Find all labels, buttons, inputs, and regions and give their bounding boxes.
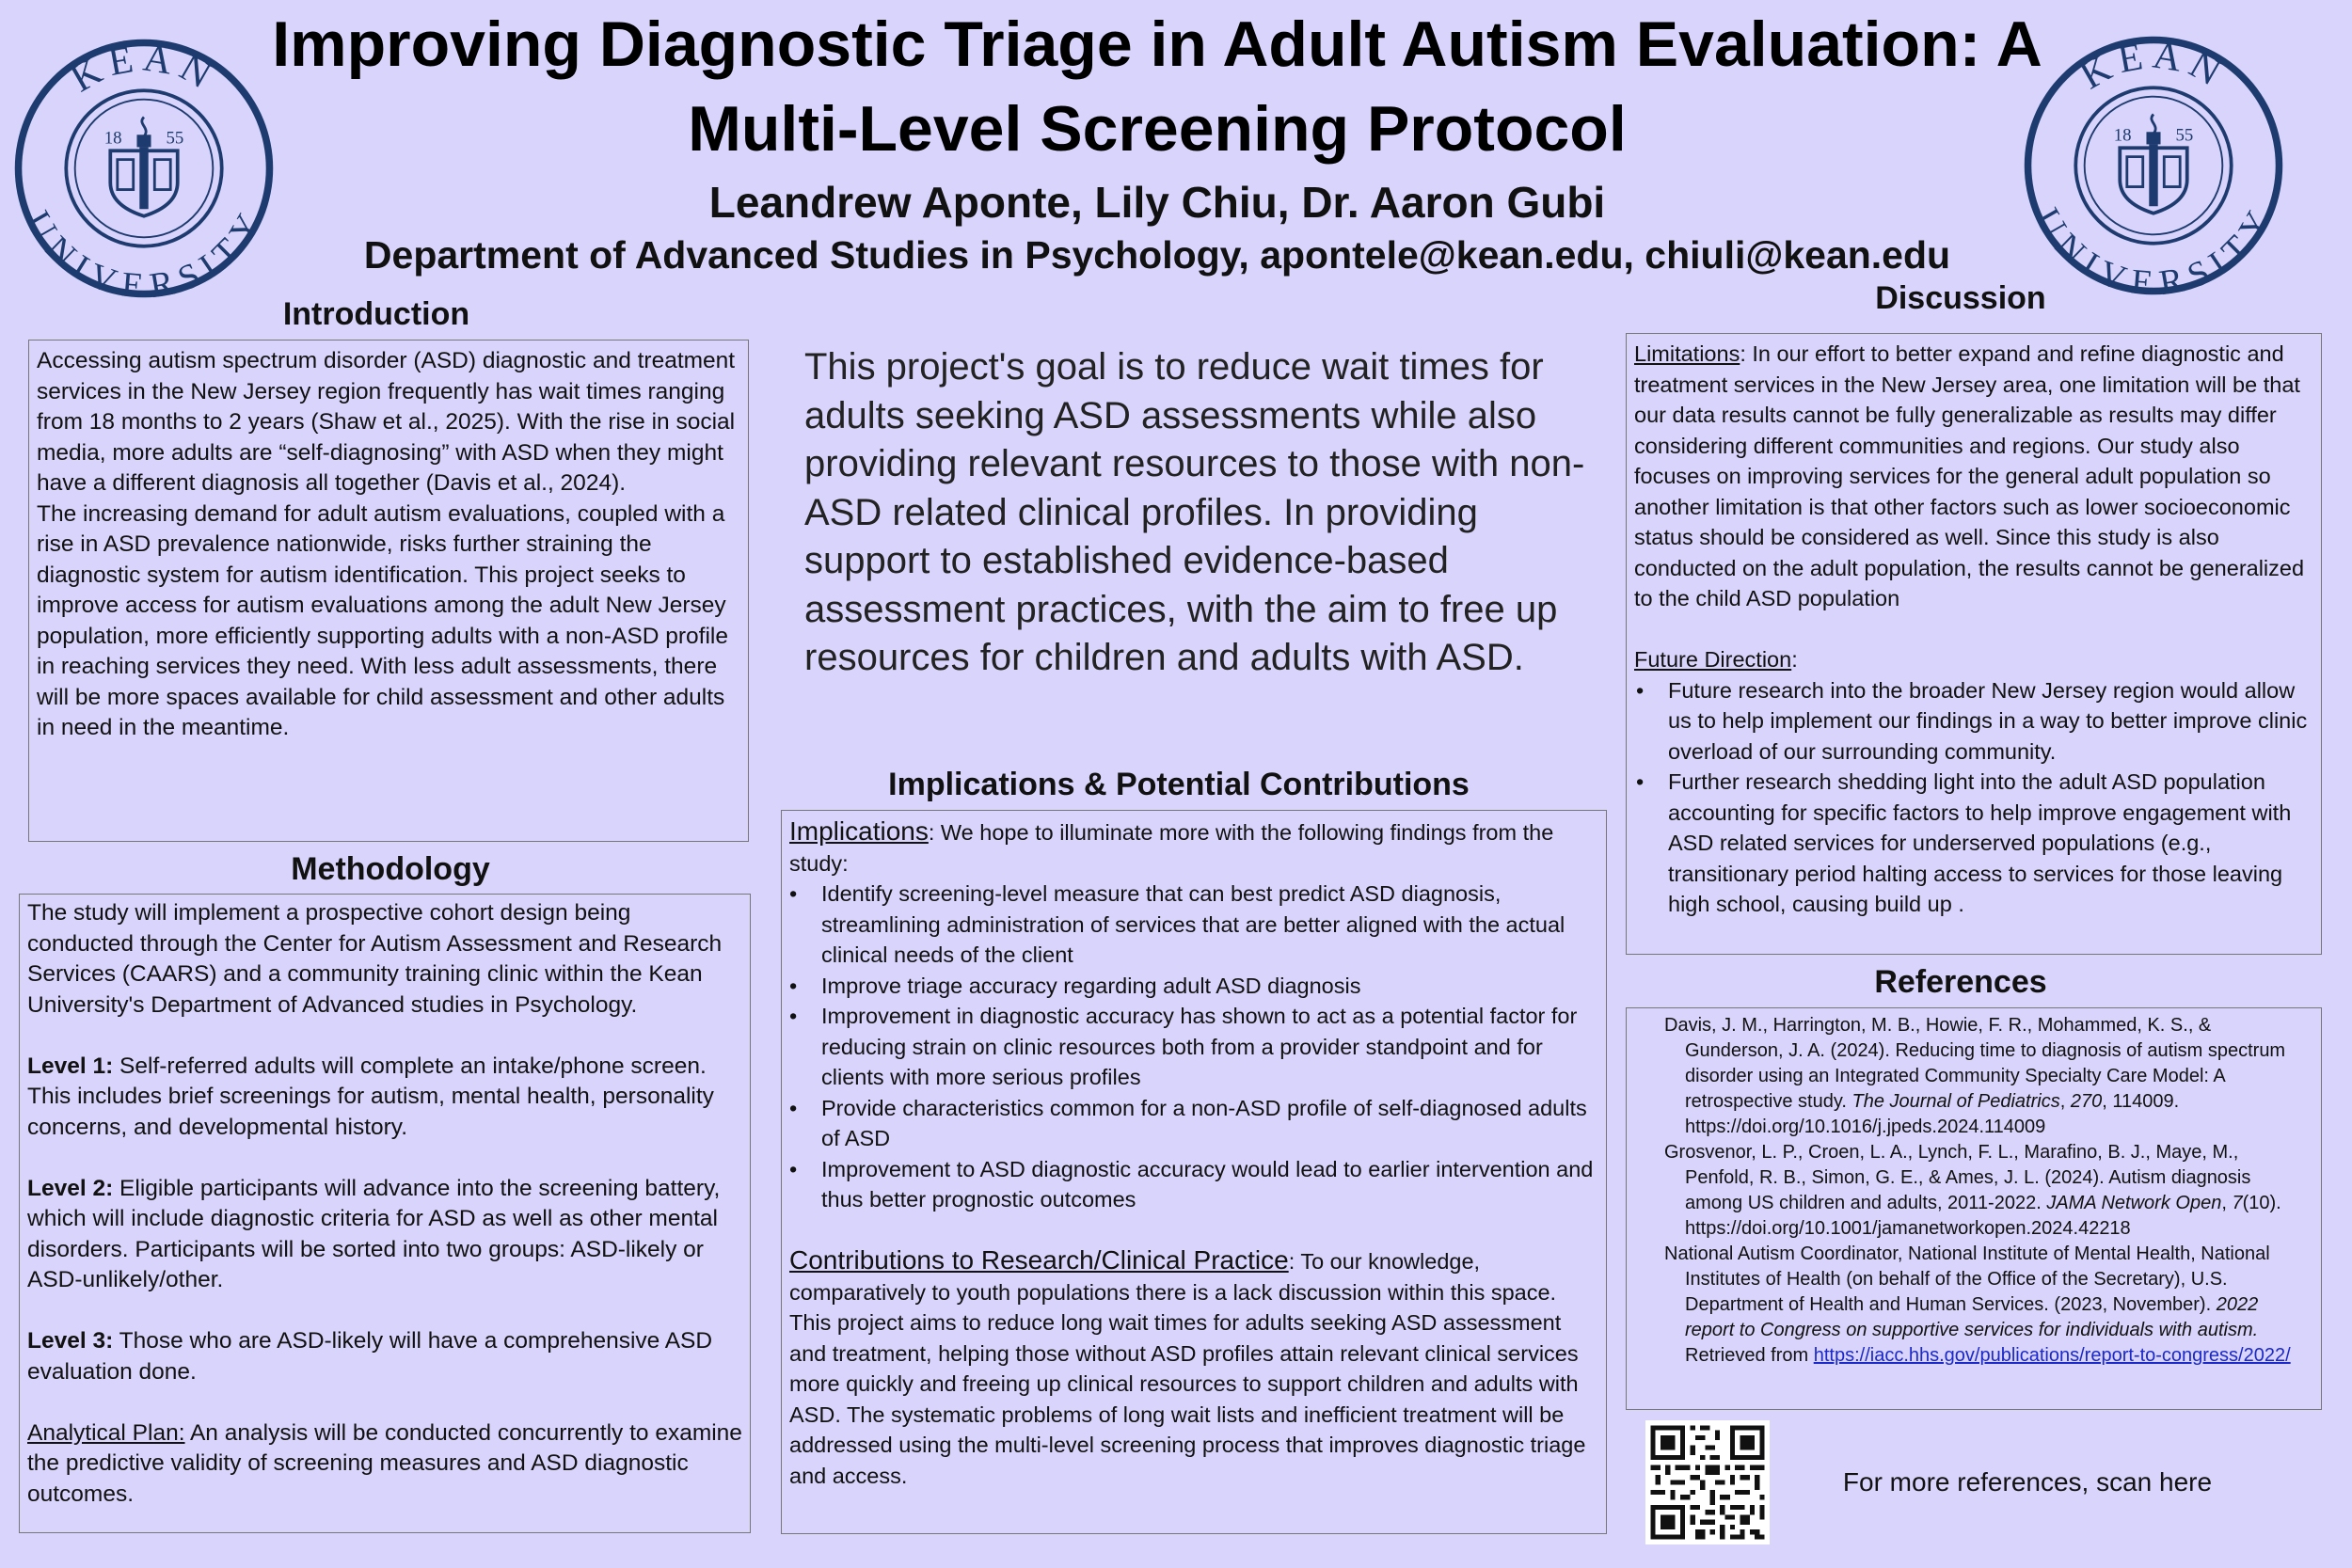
contributions-text: Contributions to Research/Clinical Practice: To our knowledge, comparatively to youth populations there is a lack discussion within this space. This project aims to reduce long wait times for adults seeking ASD assessment and treatment, helping those without ASD profiles attain relevant clinical services more quickly and freeing up clinical resources to support children and adults with ASD. The systematic problems of long wait lists and inefficient treatment will be addressed using the multi-level screening process that improves diagnostic triage and access. bbox=[789, 1245, 1586, 1488]
methodology-box bbox=[19, 894, 751, 1533]
qr-code[interactable] bbox=[1645, 1420, 1770, 1544]
methodology-level-2: Level 2: Eligible participants will advance into the screening battery, which will include diagnostic criteria for ASD as well as other mental disorders. Participants will be sorted into two groups: ASD-likely or ASD-unlikely/other. bbox=[27, 1175, 721, 1292]
authors: Leandrew Aponte, Lily Chiu, Dr. Aaron Gubi bbox=[708, 178, 1606, 227]
svg-text:UNIVERSITY: UNIVERSITY bbox=[2027, 201, 2280, 298]
limitations-text: Limitations: In our effort to better expand and refine diagnostic and treatment services in the New Jersey area, one limitation will be that our data results cannot be fully generalizable as results may differ considering different communities and regions. Our study also focuses on improving services for the general adult population so another limitation is that other factors such as lower socioeconomic status should be considered as well. Since this study is also conducted on the adult population, the results cannot be generalized to the child ASD population bbox=[1634, 341, 2305, 610]
implications-heading: Implications & Potential Contributions bbox=[888, 767, 1470, 802]
svg-text:KEAN: KEAN bbox=[2072, 33, 2235, 98]
list-item: • Provide characteristics common for a non-ASD profile of self-diagnosed adults of ASD bbox=[821, 1093, 1598, 1154]
svg-text:18: 18 bbox=[2113, 125, 2132, 146]
reference-3-link[interactable]: https://iacc.hhs.gov/publications/report-to-congress/2022/ bbox=[1813, 1345, 2291, 1366]
title-line-2: Multi-Level Screening Protocol bbox=[688, 93, 1627, 165]
future-direction-label: Future Direction: bbox=[1634, 647, 1798, 672]
introduction-box bbox=[28, 340, 749, 842]
list-item: • Improvement to ASD diagnostic accuracy would lead to earlier intervention and thus better prognostic outcomes bbox=[821, 1154, 1598, 1215]
title-line-1: Improving Diagnostic Triage in Adult Autism Evaluation: A bbox=[272, 8, 2042, 80]
list-item: • Further research shedding light into the adult ASD population accounting for specific factors to help improve engagement with ASD related services for underserved populations (e.g., transitionary period halting access to services for those leaving high school, causing build up . bbox=[1668, 767, 2313, 920]
kean-university-seal-right bbox=[2021, 33, 2286, 298]
department-line: Department of Advanced Studies in Psychology, apontele@kean.edu, chiuli@kean.edu bbox=[363, 233, 1951, 277]
implications-box bbox=[781, 810, 1607, 1534]
svg-text:55: 55 bbox=[2175, 125, 2194, 146]
list-item: • Identify screening-level measure that can best predict ASD diagnosis, streamlining administration of services that are better aligned with the actual clinical needs of the client bbox=[821, 879, 1598, 971]
future-direction-list bbox=[1634, 675, 2313, 920]
methodology-level-3: Level 3: Those who are ASD-likely will have a comprehensive ASD evaluation done. bbox=[27, 1328, 713, 1385]
list-item: • Future research into the broader New Jersey region would allow us to help implement our findings in a way to better improve clinic overload of our surrounding community. bbox=[1668, 675, 2313, 768]
references-box bbox=[1626, 1007, 2322, 1410]
introduction-text: Accessing autism spectrum disorder (ASD) diagnostic and treatment services in the New Jersey region frequently has wait times ranging from 18 months to 2 years (Shaw et al., 2025). With the rise in social media, more adults are “self-diagnosing” with ASD when they might have a different diagnosis all together (Davis et al., 2024). The increasing demand for adult autism evaluations, coupled with a rise in ASD prevalence nationwide, risks further straining the diagnostic system for autism identification. This project seeks to improve access for autism evaluations among the adult New Jersey population, more efficiently supporting adults with a non-ASD profile in reaching services they need. With less adult assessments, there will be more spaces available for child assessment and other adults in need in the meantime. bbox=[37, 348, 736, 740]
reference-3: National Autism Coordinator, National Institute of Mental Health, National Institutes of Health (on behalf of the Office of the Secretary), U.S. Department of Health and Human Services. (2023, November). 2022 report to Congress on supportive services for individuals with autism. Retrieved from https://iacc.hhs.gov/publications/report-to-congress/2022/ bbox=[1664, 1243, 2291, 1366]
implications-intro: Implications: We hope to illuminate more with the following findings from the study: bbox=[789, 816, 1554, 876]
introduction-heading: Introduction bbox=[282, 296, 470, 332]
references-heading: References bbox=[1874, 964, 2047, 1000]
implications-list bbox=[789, 879, 1598, 1215]
svg-text:KEAN: KEAN bbox=[62, 36, 226, 101]
reference-1: Davis, J. M., Harrington, M. B., Howie, F. R., Mohammed, K. S., & Gunderson, J. A. (2024). Reducing time to diagnosis of autism spectrum disorder using an Integrated Community Specialty Care Model: A retrospective study. The Journal of Pediatrics, 270, 114009. https://doi.org/10.1016/j.jpeds.2024.114009 bbox=[1664, 1015, 2286, 1137]
svg-text:18: 18 bbox=[103, 128, 122, 149]
poster-title bbox=[263, 2, 2051, 171]
discussion-heading: Discussion bbox=[1875, 280, 2046, 316]
reference-2: Grosvenor, L. P., Croen, L. A., Lynch, F. L., Marafino, B. J., Maye, M., Penfold, R. B., Simon, G. E., & Ames, J. L. (2024). Autism diagnosis among US children and adults, 2011-2022. JAMA Network Open, 7(10). https://doi.org/10.1001/jamanetworkopen.2024.42218 bbox=[1664, 1142, 2281, 1239]
methodology-level-1: Level 1: Self-referred adults will complete an intake/phone screen. This includes brief screenings for autism, mental health, personality concerns, and developmental history. bbox=[27, 1053, 714, 1140]
discussion-box bbox=[1626, 333, 2322, 955]
list-item: • Improvement in diagnostic accuracy has shown to act as a potential factor for reducing strain on clinic resources both from a provider standpoint and for clients with more serious profiles bbox=[821, 1001, 1598, 1093]
svg-text:55: 55 bbox=[166, 128, 184, 149]
qr-caption: For more references, scan here bbox=[1842, 1467, 2213, 1497]
list-item: • Improve triage accuracy regarding adult ASD diagnosis bbox=[821, 971, 1598, 1002]
project-goal-statement: This project's goal is to reduce wait times for adults seeking ASD assessments while also providing relevant resources to those with non-ASD related clinical profiles. In providing support to established evidence-based assessment practices, with the aim to free up resources for children and adults with ASD. bbox=[804, 346, 1585, 678]
kean-university-seal-left bbox=[11, 36, 277, 301]
methodology-analytical-plan: Analytical Plan: An analysis will be conducted concurrently to examine the predictive validity of screening measures and ASD diagnostic outcomes. bbox=[27, 1419, 742, 1507]
svg-text:UNIVERSITY: UNIVERSITY bbox=[18, 204, 270, 301]
methodology-heading: Methodology bbox=[291, 851, 490, 887]
methodology-intro: The study will implement a prospective cohort design being conducted through the Center for Autism Assessment and Research Services (CAARS) and a community training clinic within the Kean University's Department of Advanced studies in Psychology. bbox=[27, 900, 723, 1018]
